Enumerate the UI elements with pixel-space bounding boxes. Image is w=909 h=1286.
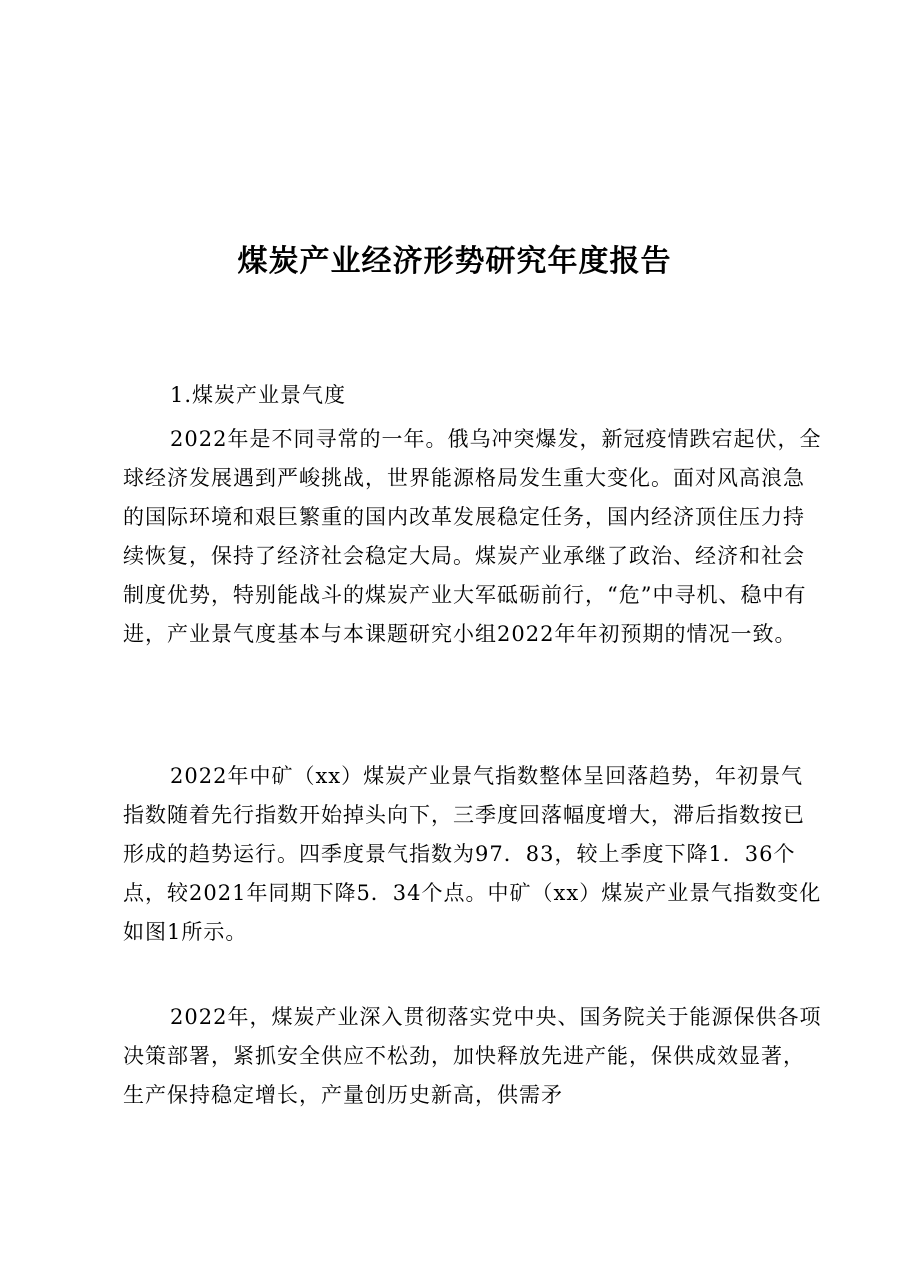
document-title: 煤炭产业经济形势研究年度报告	[237, 244, 672, 279]
paragraph-2: 2022年中矿（xx）煤炭产业景气指数整体呈回落趋势，年初景气指数随着先行指数开始掉头向下，三季度回落幅度增大，滞后指数按已形成的趋势运行。四季度景气指数为97．83，较上季度下降1．36个点，较2021年同期下降5．34个点。中矿（xx）煤炭产业景气指数变化如图1所示。	[123, 764, 822, 944]
paragraph-3: 2022年，煤炭产业深入贯彻落实党中央、国务院关于能源保供各项决策部署，紧抓安全供应不松劲，加快释放先进产能，保供成效显著，生产保持稳定增长，产量创历史新高，供需矛	[123, 1005, 822, 1107]
paragraph-1: 2022年是不同寻常的一年。俄乌冲突爆发，新冠疫情跌宕起伏，全球经济发展遇到严峻挑战，世界能源格局发生重大变化。面对风高浪急的国际环境和艰巨繁重的国内改革发展稳定任务，国内经济顶住压力持续恢复，保持了经济社会稳定大局。煤炭产业承继了政治、经济和社会制度优势，特别能战斗的煤炭产业大军砥砺前行，“危”中寻机、稳中有进，产业景气度基本与本课题研究小组2022年年初预期的情况一致。	[123, 427, 822, 646]
section-heading: 1.煤炭产业景气度	[170, 383, 347, 407]
